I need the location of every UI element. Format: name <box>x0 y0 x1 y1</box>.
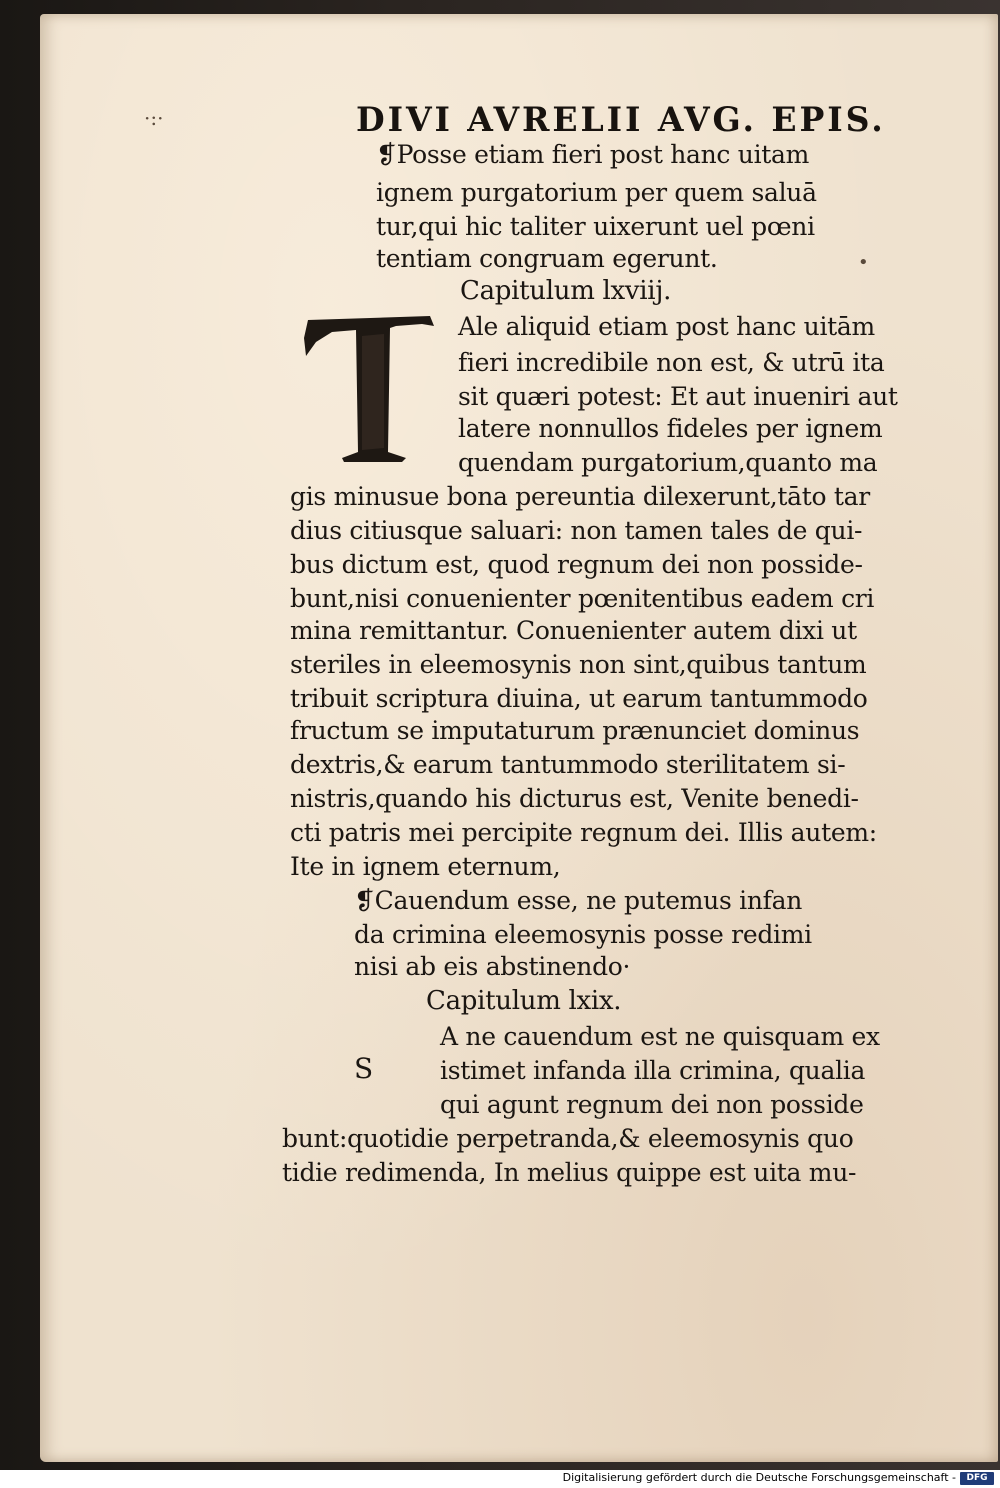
text-line: qui agunt regnum dei non posside <box>440 1090 864 1119</box>
text-line: quendam purgatorium,quanto ma <box>458 448 878 477</box>
text-line: tur,qui hic taliter uixerunt uel pœni <box>376 212 815 241</box>
text-line: bus dictum est, quod regnum dei non posside- <box>290 550 863 579</box>
dropcap-t <box>298 312 438 464</box>
footer-bar <box>0 1470 1000 1488</box>
text-line: sit quæri potest: Et aut inueniri aut <box>458 382 898 411</box>
text-line: tidie redimenda, In melius quippe est uita mu- <box>282 1158 857 1187</box>
text-line: bunt,nisi conuenienter pœnitentibus eadem cri <box>290 584 875 613</box>
text-line: Ite in ignem eternum, <box>290 852 561 881</box>
text-line: dextris,& earum tantummodo sterilitatem si- <box>290 750 846 779</box>
chapter2-label: Capitulum lxix. <box>426 986 622 1016</box>
text-line: mina remittantur. Conuenienter autem dixi ut <box>290 616 857 645</box>
text-line: fructum se imputaturum prænunciet dominus <box>290 716 860 745</box>
text-line: dius citiusque saluari: non tamen tales de qui- <box>290 516 863 545</box>
initial-s: S <box>354 1052 374 1085</box>
text-line: nisi ab eis abstinendo· <box>354 952 631 981</box>
chapter1-label: Capitulum lxviij. <box>460 276 672 306</box>
text-line: da crimina eleemosynis posse redimi <box>354 920 812 949</box>
text-line: A ne cauendum est ne quisquam ex <box>440 1022 880 1051</box>
text-line: bunt:quotidie perpetranda,& eleemosynis quo <box>282 1124 854 1153</box>
text-line: latere nonnullos fideles per ignem <box>458 414 883 443</box>
page-header: DIVI AVRELII AVG. EPIS. <box>356 100 886 140</box>
text-line: ❡Cauendum esse, ne putemus infan <box>354 886 803 915</box>
text-line: cti patris mei percipite regnum dei. Illis autem: <box>290 818 877 847</box>
text-line: steriles in eleemosynis non sint,quibus tantum <box>290 650 867 679</box>
text-line: tribuit scriptura diuina, ut earum tantummodo <box>290 684 868 713</box>
text-line: tentiam congruam egerunt. <box>376 244 718 273</box>
text-line: fieri incredibile non est, & utrū ita <box>458 348 885 377</box>
text-line: Ale aliquid etiam post hanc uitām <box>458 312 875 341</box>
text-line: istimet infanda illa crimina, qualia <box>440 1056 866 1085</box>
margin-mark: ·:· <box>144 106 164 130</box>
margin-mark-2: • <box>858 252 869 273</box>
text-line: gis minusue bona pereuntia dilexerunt,tāto tar <box>290 482 870 511</box>
text-line: nistris,quando his dicturus est, Venite benedi- <box>290 784 859 813</box>
footer-credit: Digitalisierung gefördert durch die Deutsche Forschungsgemeinschaft - <box>562 1471 956 1484</box>
text-line: ❡Posse etiam fieri post hanc uitam <box>376 140 810 169</box>
text-line: ignem purgatorium per quem saluā <box>376 178 817 207</box>
dfg-logo: DFG <box>960 1472 994 1485</box>
